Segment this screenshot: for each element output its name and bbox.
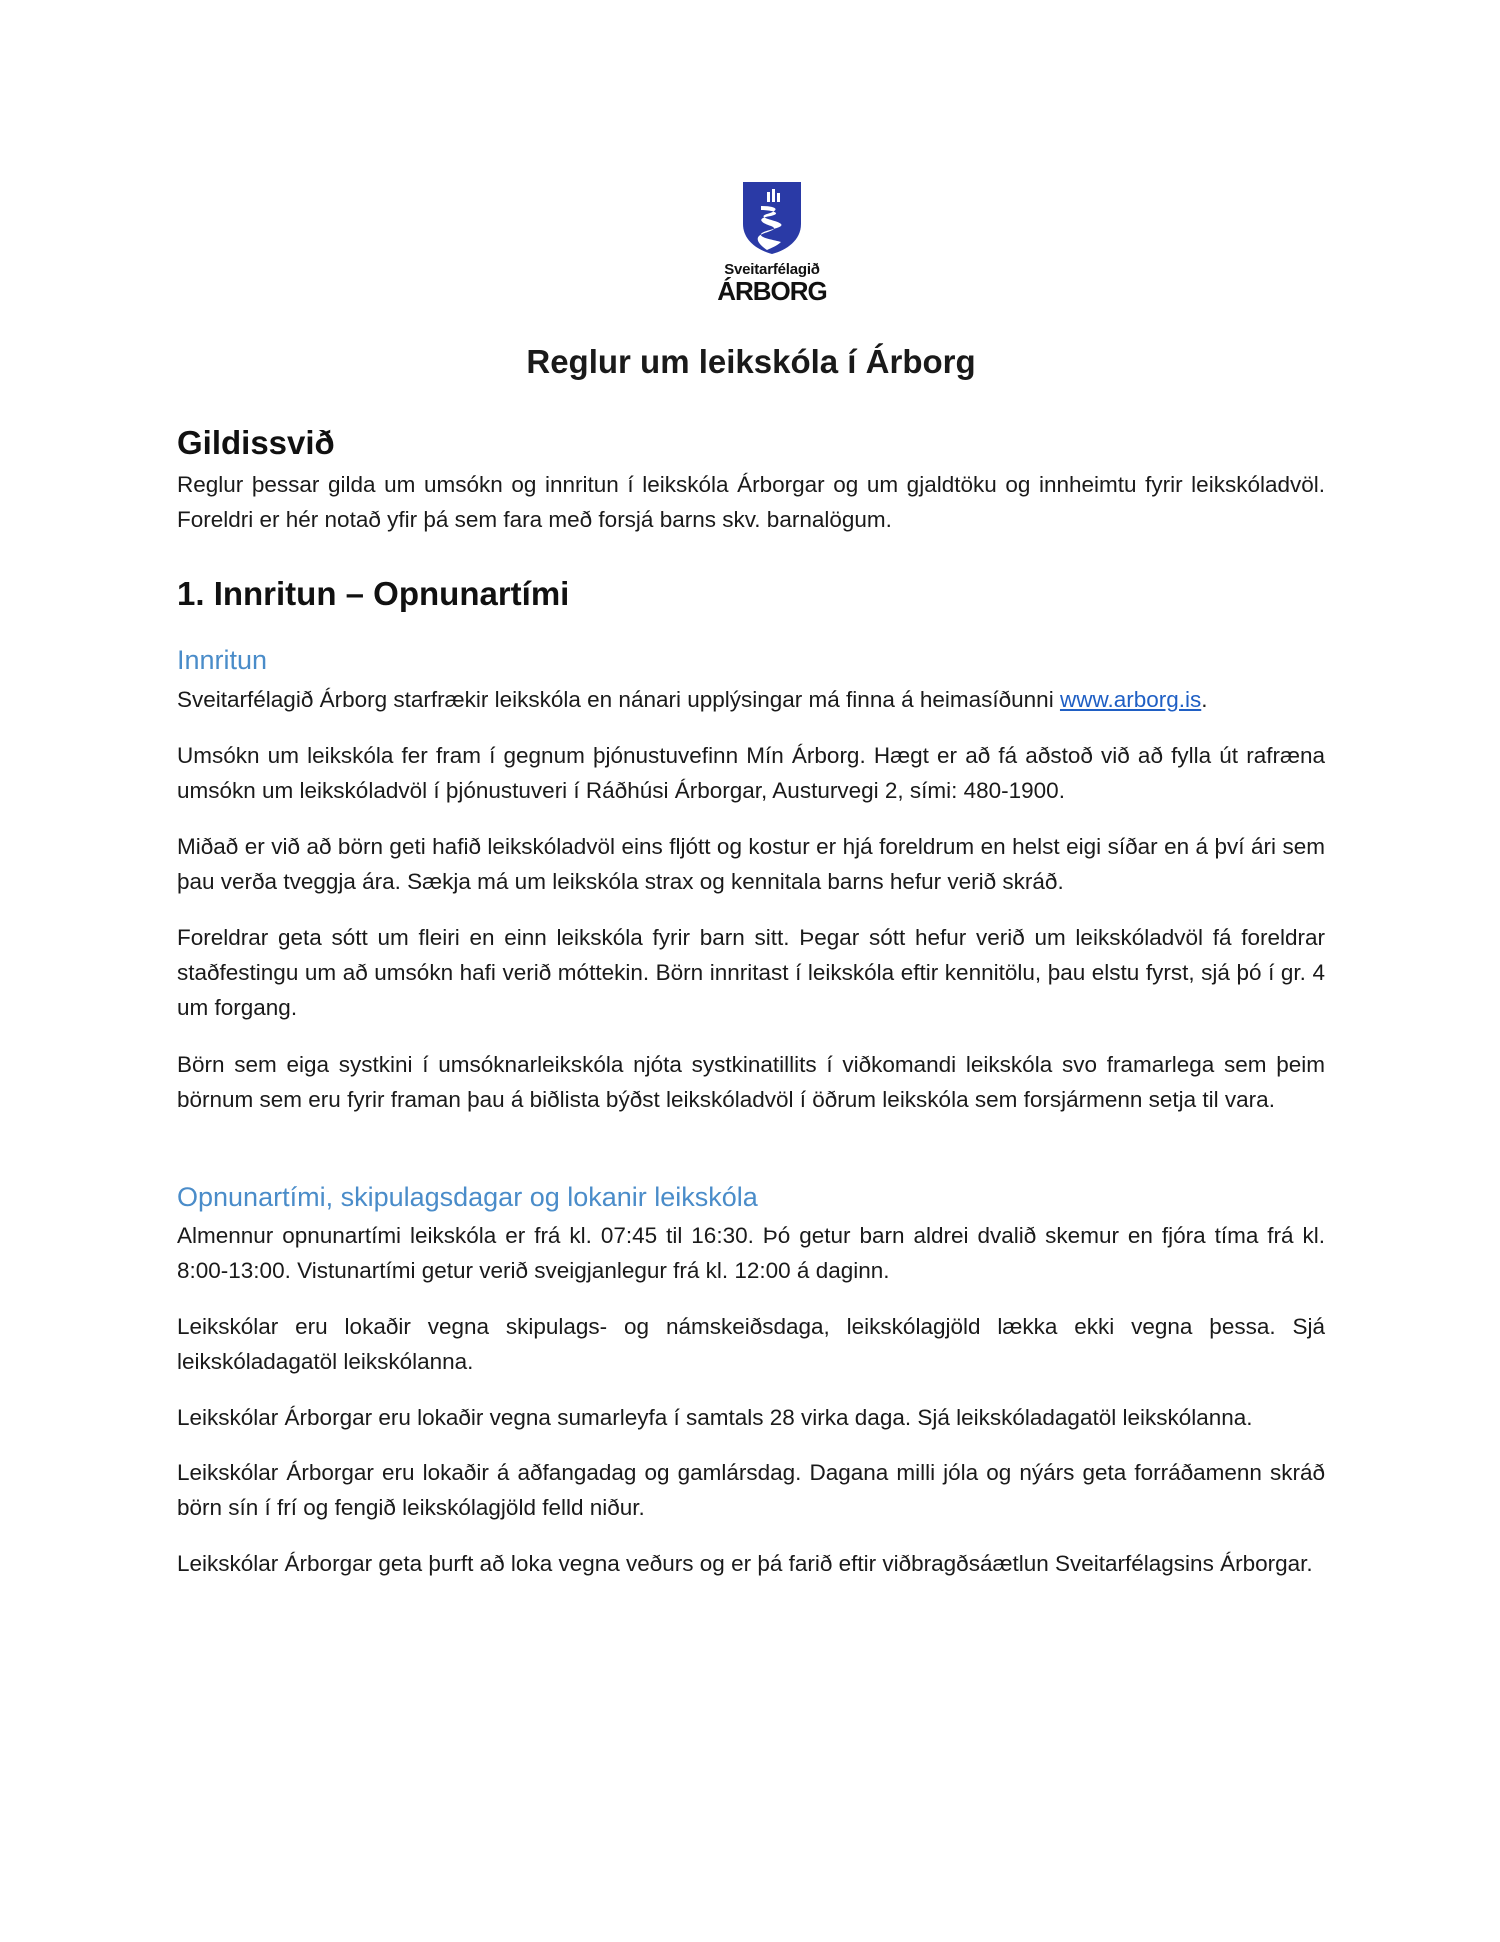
opnunartimi-paragraph-1: Almennur opnunartími leikskóla er frá kl. 07:45 til 16:30. Þó getur barn aldrei dvalið skemur en fjóra tíma frá kl. 8:00-13:00. Vistunartími getur verið sveigjanlegur frá kl. 12:00 á daginn. xyxy=(177,1223,1325,1283)
opnunartimi-paragraph-4: Leikskólar Árborgar eru lokaðir á aðfangadag og gamlársdag. Dagana milli jóla og nýárs geta forráðamenn skráð börn sín í frí og fengið leikskólagjöld felld niður. xyxy=(177,1460,1325,1520)
opnunartimi-paragraph-3: Leikskólar Árborgar eru lokaðir vegna sumarleyfa í samtals 28 virka daga. Sjá leikskóladagatöl leikskólanna. xyxy=(177,1405,1253,1430)
innritun-heading: Innritun xyxy=(177,645,268,675)
innritun-paragraph-3: Miðað er við að börn geti hafið leikskóladvöl eins fljótt og kostur er hjá foreldrum en helst eigi síðar en á því ári sem þau verða tveggja ára. Sækja má um leikskóla strax og kennitala barns hefur verið skráð. xyxy=(177,834,1325,894)
page-title: Reglur um leikskóla í Árborg xyxy=(526,343,976,380)
arborg-shield-icon xyxy=(741,180,803,256)
innritun-p1-text: Sveitarfélagið Árborg starfrækir leikskóla en nánari upplýsingar má finna á heimasíðunni xyxy=(177,687,1060,712)
opnunartimi-paragraph-2: Leikskólar eru lokaðir vegna skipulags- og námskeiðsdaga, leikskólagjöld lækka ekki vegna þessa. Sjá leikskóladagatöl leikskólanna. xyxy=(177,1314,1325,1374)
arborg-website-link[interactable]: www.arborg.is xyxy=(1059,687,1202,712)
opnunartimi-paragraph-5: Leikskólar Árborgar geta þurft að loka vegna veðurs og er þá farið eftir viðbragðsáætlun Sveitarfélagsins Árborgar. xyxy=(177,1551,1313,1576)
innritun-p1-end: . xyxy=(1201,687,1208,712)
opnunartimi-heading: Opnunartími, skipulagsdagar og lokanir leikskóla xyxy=(177,1182,758,1212)
logo xyxy=(717,180,827,304)
section1-heading: 1. Innritun – Opnunartími xyxy=(177,575,570,612)
innritun-paragraph-2: Umsókn um leikskóla fer fram í gegnum þjónustuvefinn Mín Árborg. Hægt er að fá aðstoð við að fylla út rafræna umsókn um leikskóladvöl í þjónustuveri í Ráðhúsi Árborgar, Austurvegi 2, sími: 480-1900. xyxy=(177,743,1325,803)
innritun-paragraph-5: Börn sem eiga systkini í umsóknarleikskóla njóta systkinatillits í viðkomandi leikskóla svo framarlega sem þeim börnum sem eru fyrir framan þau á biðlista býðst leikskóladvöl í öðrum leikskóla sem forsjármenn setja til vara. xyxy=(177,1052,1325,1112)
innritun-paragraph-1 xyxy=(177,682,1325,717)
logo-big-text: ÁRBORG xyxy=(717,276,827,306)
gildissvid-heading: Gildissvið xyxy=(177,424,335,461)
logo-small-text: Sveitarfélagið xyxy=(724,261,820,278)
gildissvid-text: Reglur þessar gilda um umsókn og innritun í leikskóla Árborgar og um gjaldtöku og innheimtu fyrir leikskóladvöl. Foreldri er hér notað yfir þá sem fara með forsjá barns skv. barnalögum. xyxy=(177,472,1325,532)
innritun-paragraph-4: Foreldrar geta sótt um fleiri en einn leikskóla fyrir barn sitt. Þegar sótt hefur verið um leikskóladvöl fá foreldrar staðfestingu um að umsókn hafi verið móttekin. Börn innritast í leikskóla eftir kennitölu, þau elstu fyrst, sjá þó í gr. 4 um forgang. xyxy=(177,925,1325,1020)
